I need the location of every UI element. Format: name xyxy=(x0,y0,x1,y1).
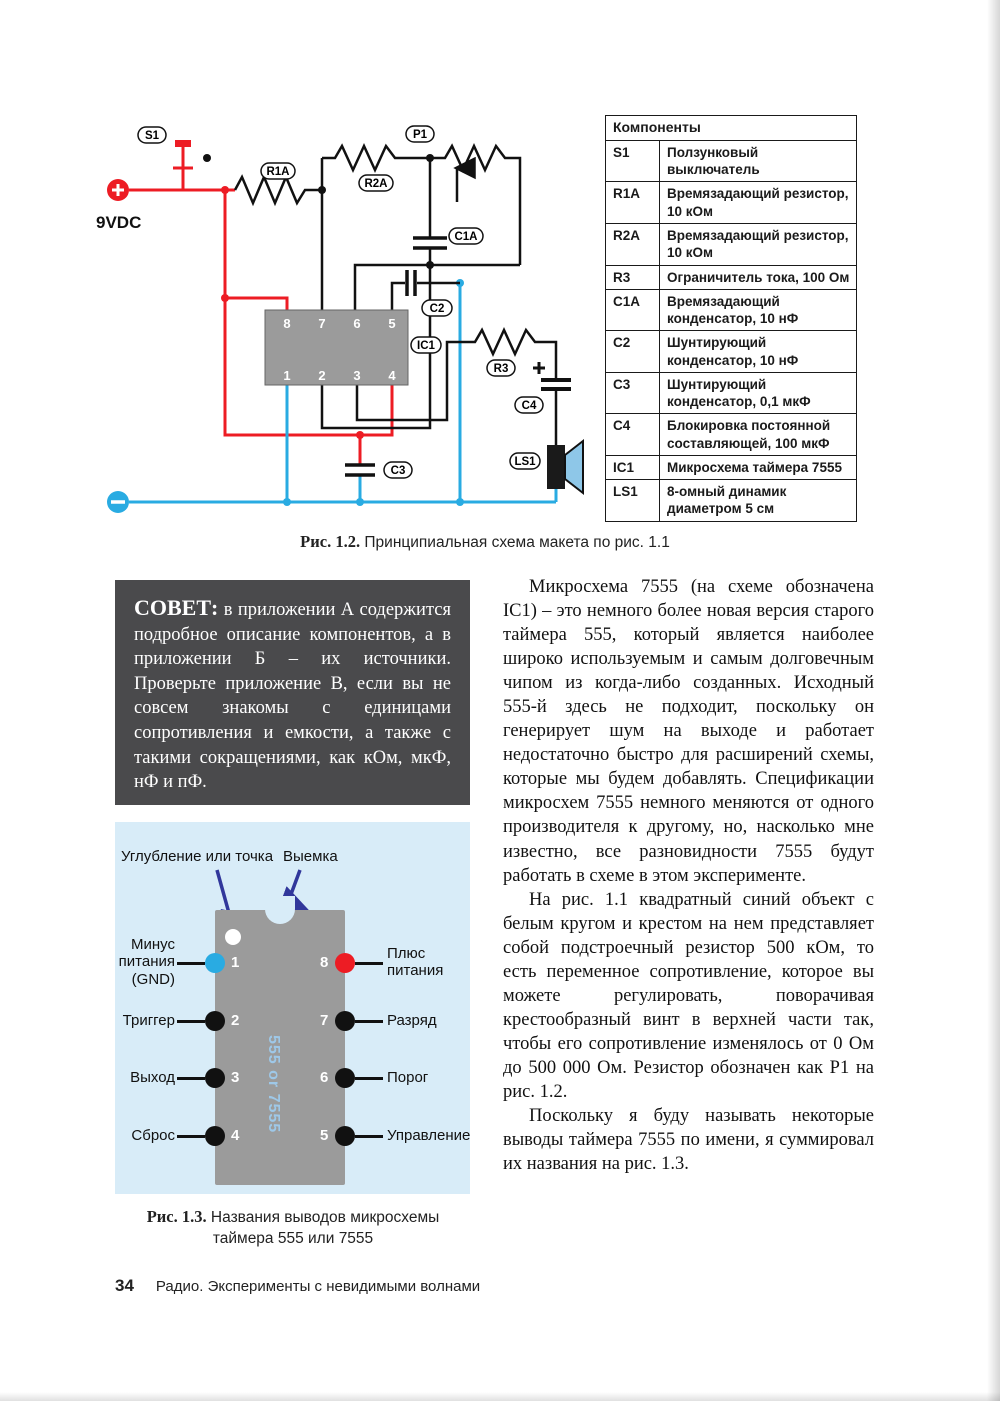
pin-label: Выход xyxy=(130,1069,175,1086)
table-title: Компоненты xyxy=(606,116,857,141)
tip-box xyxy=(115,580,470,805)
page-footer xyxy=(115,1276,480,1296)
pin-4-dot xyxy=(205,1126,225,1146)
label-c1a xyxy=(449,228,483,244)
label-c3 xyxy=(384,462,412,478)
label-r2a xyxy=(359,175,393,191)
component-ref: R2A xyxy=(606,223,660,265)
component-ref: C4 xyxy=(606,414,660,456)
table-row xyxy=(606,140,857,182)
pin-number: 8 xyxy=(320,954,329,971)
paragraph: Поскольку я буду называть некоторые выводы таймера 7555 по имени, я суммировал их названия на рис. 1.3. xyxy=(503,1106,874,1175)
pin-label: Разряд xyxy=(387,1012,437,1029)
svg-text:C1A: C1A xyxy=(454,231,478,243)
pin-lead xyxy=(355,962,383,965)
ic-pin-number: 2 xyxy=(318,368,326,383)
component-desc: Ползунковый выключатель xyxy=(660,140,857,182)
component-desc: Времязадающий резистор, 10 кОм xyxy=(660,223,857,265)
label-p1 xyxy=(406,126,434,142)
svg-text:IC1: IC1 xyxy=(417,340,435,352)
svg-text:R1A: R1A xyxy=(266,166,290,178)
pin-lead xyxy=(177,962,205,965)
svg-text:C4: C4 xyxy=(521,400,537,412)
pin-lead xyxy=(177,1077,205,1080)
page-bottom-shadow xyxy=(0,1392,1000,1401)
pin-lead xyxy=(355,1077,383,1080)
label-s1 xyxy=(138,127,166,143)
table-row xyxy=(606,289,857,331)
ic-pin-number: 8 xyxy=(283,316,291,331)
svg-text:S1: S1 xyxy=(144,130,160,142)
pin-2-dot xyxy=(205,1011,225,1031)
plus-terminal-icon xyxy=(107,179,129,201)
component-ref: S1 xyxy=(606,140,660,182)
page-edge-shadow xyxy=(987,0,1000,1401)
footer-title: Радио. Эксперименты с невидимыми волнами xyxy=(155,1278,481,1295)
power-voltage-label: 9VDC xyxy=(96,213,142,232)
svg-text:C3: C3 xyxy=(390,465,406,477)
pin-number: 2 xyxy=(231,1012,240,1029)
pin-number: 1 xyxy=(231,954,240,971)
label-r3 xyxy=(487,360,515,376)
svg-text:LS1: LS1 xyxy=(514,456,536,468)
pin-label: Плюс питания xyxy=(387,945,444,980)
caption-text: Названия выводов микросхемы таймера 555 или 7555 xyxy=(206,1209,440,1247)
component-desc: Микросхема таймера 7555 xyxy=(660,455,857,479)
pin-label: Триггер xyxy=(122,1012,175,1029)
component-desc: Шунтирующий конденсатор, 10 нФ xyxy=(660,331,857,373)
table-row xyxy=(606,455,857,479)
component-desc: Блокировка постоянной составляющей, 100 мкФ xyxy=(660,414,857,456)
table-row xyxy=(606,372,857,414)
table-row xyxy=(606,265,857,289)
ic-pin-number: 4 xyxy=(388,368,396,383)
pinout-figure xyxy=(115,822,470,1194)
pin-number: 4 xyxy=(231,1127,240,1144)
ic-pin-number: 1 xyxy=(283,368,291,383)
pin-5-dot xyxy=(335,1126,355,1146)
pin-8-vcc-dot xyxy=(335,953,355,973)
component-ref: C3 xyxy=(606,372,660,414)
ic-pin-number: 5 xyxy=(388,316,396,331)
pin-number: 7 xyxy=(320,1012,329,1029)
pin-label: Порог xyxy=(387,1069,429,1086)
resistor-r1a-icon xyxy=(235,177,322,203)
paragraph: На рис. 1.1 квадратный синий объект с белым кругом и крестом на нем представляет собой подстроечный резистор 500 кОм, то есть переменное сопротивление, которое вы можете регулировать, поворачивая крестообразный винт в верхней части так, чтобы его сопротивление изменялось от 0 Ом до 500 000 Ом. Резистор обозначен как P1 на рис. 1.2. xyxy=(503,889,874,1102)
pin-lead xyxy=(177,1020,205,1023)
label-c4 xyxy=(515,397,543,413)
reference-labels xyxy=(138,126,543,478)
caption-number: Рис. 1.2. xyxy=(300,532,361,551)
table-row xyxy=(606,331,857,373)
signal-wires xyxy=(235,146,556,445)
ic-pin-number: 3 xyxy=(353,368,361,383)
pin-3-dot xyxy=(205,1068,225,1088)
speaker-icon xyxy=(547,441,583,493)
table-row xyxy=(606,414,857,456)
body-text-column xyxy=(503,575,874,1176)
paragraph: Микросхема 7555 (на схеме обозначена IC1) – это немного более новая версия старого таймера 555, который является наиболее широко используемым и самым долговечным чипом из когда-либо созданных. Исходный 555-й здесь не подходит, поскольку он генерирует шум на выходе и работает недостаточно быстро для расширений схемы, которые мы будем добавлять. Спецификации микросхем 7555 немного меняются от одного производителя к другому, но, насколько мне известно, все разновидности 7555 будут работать в схеме в этом эксперименте. xyxy=(503,577,874,886)
caption-text: Принципиальная схема макета по рис. 1.1 xyxy=(360,534,670,551)
component-ref: LS1 xyxy=(606,480,660,522)
ic-pin-number: 7 xyxy=(318,316,326,331)
component-ref: C2 xyxy=(606,331,660,373)
page-number: 34 xyxy=(115,1276,134,1295)
tip-label: СОВЕТ: xyxy=(134,595,219,620)
svg-text:C2: C2 xyxy=(429,303,445,315)
label-r1a xyxy=(261,163,295,179)
component-desc: Шунтирующий конденсатор, 0,1 мкФ xyxy=(660,372,857,414)
schematic-figure xyxy=(95,110,600,520)
component-desc: Ограничитель тока, 100 Ом xyxy=(660,265,857,289)
svg-text:R2A: R2A xyxy=(364,178,388,190)
label-ic1 xyxy=(411,337,441,353)
ic-pin-number: 6 xyxy=(353,316,361,331)
svg-text:R3: R3 xyxy=(493,363,509,375)
notch-label: Выемка xyxy=(283,848,338,865)
minus-terminal-icon xyxy=(107,491,129,513)
pin-lead xyxy=(355,1020,383,1023)
label-c2 xyxy=(422,300,452,316)
svg-text:P1: P1 xyxy=(412,129,428,141)
component-desc: Времязадающий конденсатор, 10 нФ xyxy=(660,289,857,331)
pin-1-gnd-dot xyxy=(205,953,225,973)
notch-dot-label: Углубление или точка xyxy=(121,848,274,865)
pin-label: Сброс xyxy=(131,1127,175,1144)
components-table xyxy=(605,115,857,522)
pin-number: 3 xyxy=(231,1069,240,1086)
black-junction-dots xyxy=(318,154,434,269)
pin-lead xyxy=(355,1135,383,1138)
pin-7-dot xyxy=(335,1011,355,1031)
pin-lead xyxy=(177,1135,205,1138)
timer-ic-chip xyxy=(265,310,408,385)
table-row xyxy=(606,480,857,522)
chip-label: 555 or 7555 xyxy=(265,1035,282,1134)
tip-text: в приложении А содержится подробное описание компонентов, а в приложении Б – их источники. Проверьте приложение В, если вы не совсем знакомы с единицами сопротивления и емкости, а также с такими сокращениями, как кОм, мкФ, нФ и пФ. xyxy=(134,600,451,793)
table-header-row xyxy=(606,116,857,141)
component-desc: Времязадающий резистор, 10 кОм xyxy=(660,182,857,224)
pin-number: 6 xyxy=(320,1069,329,1086)
pin-label: Минус питания (GND) xyxy=(118,936,175,988)
component-ref: IC1 xyxy=(606,455,660,479)
table-row xyxy=(606,182,857,224)
component-ref: R3 xyxy=(606,265,660,289)
slide-switch-icon xyxy=(173,140,211,168)
figure-1-3-caption xyxy=(128,1206,458,1250)
component-ref: R1A xyxy=(606,182,660,224)
component-desc: 8-омный динамик диаметром 5 см xyxy=(660,480,857,522)
pin-label: Управление xyxy=(387,1127,471,1144)
figure-1-2-caption xyxy=(95,531,875,554)
table-row xyxy=(606,223,857,265)
label-ls1 xyxy=(510,453,540,469)
component-ref: C1A xyxy=(606,289,660,331)
pin-number: 5 xyxy=(320,1127,329,1144)
chip-dimple-icon xyxy=(225,929,241,945)
pin-6-dot xyxy=(335,1068,355,1088)
caption-number: Рис. 1.3. xyxy=(146,1207,207,1226)
